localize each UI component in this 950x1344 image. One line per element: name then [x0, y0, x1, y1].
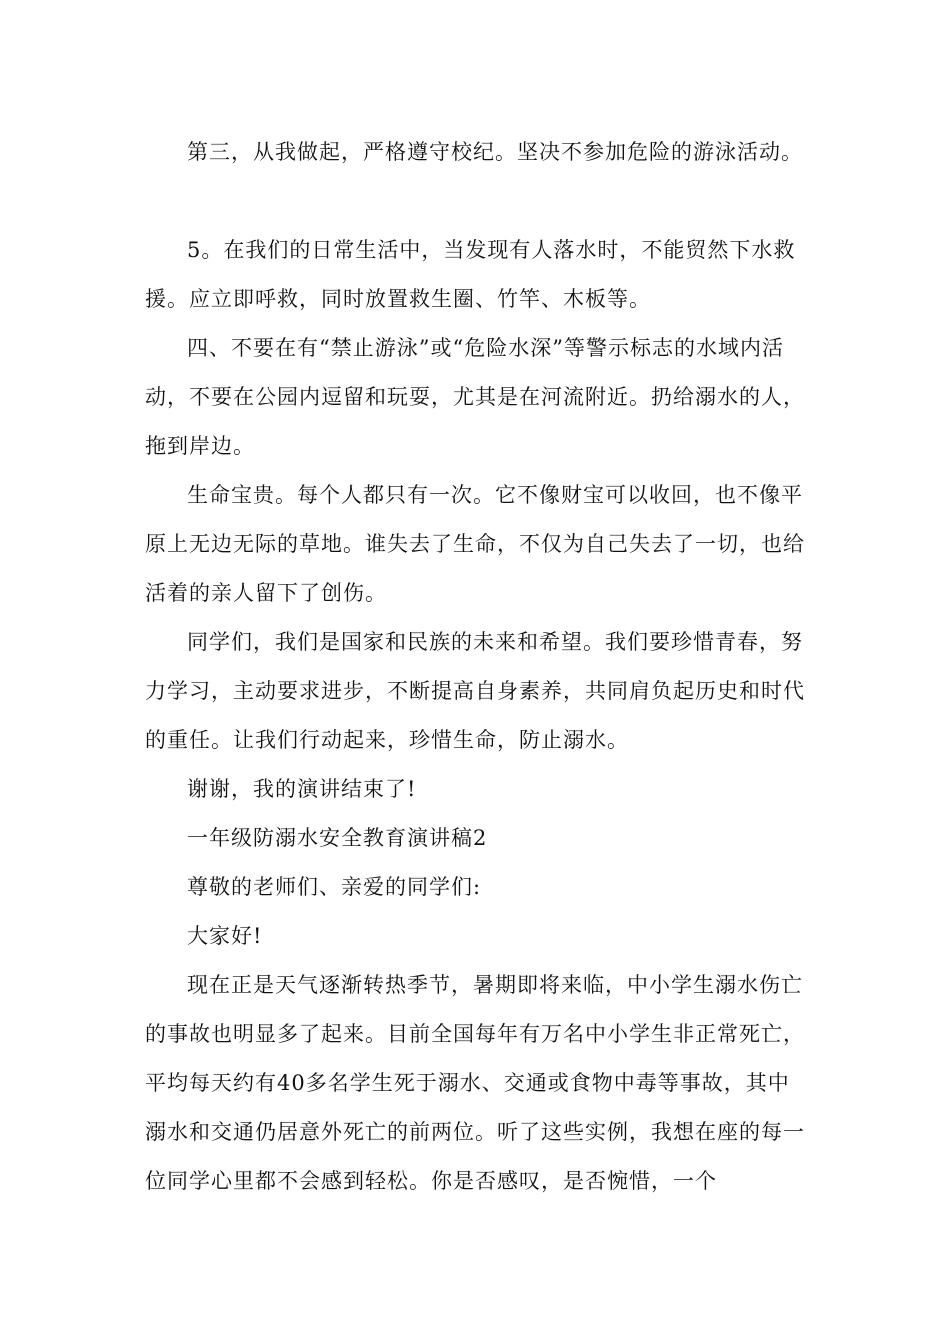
paragraph-introduction: 现在正是天气逐渐转热季节，暑期即将来临，中小学生溺水伤亡的事故也明显多了起来。目前全国每年有万名中小学生非正常死亡，平均每天约有40多名学生死于溺水、交通或食物中毒等事故，其中溺水和交通仍居意外死亡的前两位。听了这些实例，我想在座的每一位同学心里都不会感到轻松。你是否感叹，是否惋惜，一个	[145, 973, 805, 1193]
paragraph-rescue-tip: 5。在我们的日常生活中，当发现有人落水时，不能贸然下水救援。应立即呼救，同时放置救生圈、竹竿、木板等。	[145, 238, 796, 311]
salutation: 尊敬的老师们、亲爱的同学们:	[187, 875, 482, 899]
document-body	[145, 128, 810, 1206]
greeting: 大家好!	[187, 924, 263, 948]
speech-title: 一年级防溺水安全教育演讲稿2	[187, 826, 488, 850]
paragraph-rule-four: 四、不要在有“禁止游泳”或“危险水深”等警示标志的水域内活动，不要在公园内逗留和玩耍，尤其是在河流附近。扔给溺水的人，拖到岸边。	[145, 336, 805, 458]
paragraph-closing: 谢谢，我的演讲结束了!	[187, 777, 417, 801]
paragraph-call-to-action: 同学们，我们是国家和民族的未来和希望。我们要珍惜青春，努力学习，主动要求进步，不断提高自身素养，共同肩负起历史和时代的重任。让我们行动起来，珍惜生命，防止溺水。	[145, 630, 805, 752]
paragraph-rule-three: 第三，从我做起，严格遵守校纪。坚决不参加危险的游泳活动。	[187, 140, 803, 164]
paragraph-gap	[145, 177, 810, 226]
paragraph-life-precious: 生命宝贵。每个人都只有一次。它不像财宝可以收回，也不像平原上无边无际的草地。谁失去了生命，不仅为自己失去了一切，也给活着的亲人留下了创伤。	[145, 483, 805, 605]
